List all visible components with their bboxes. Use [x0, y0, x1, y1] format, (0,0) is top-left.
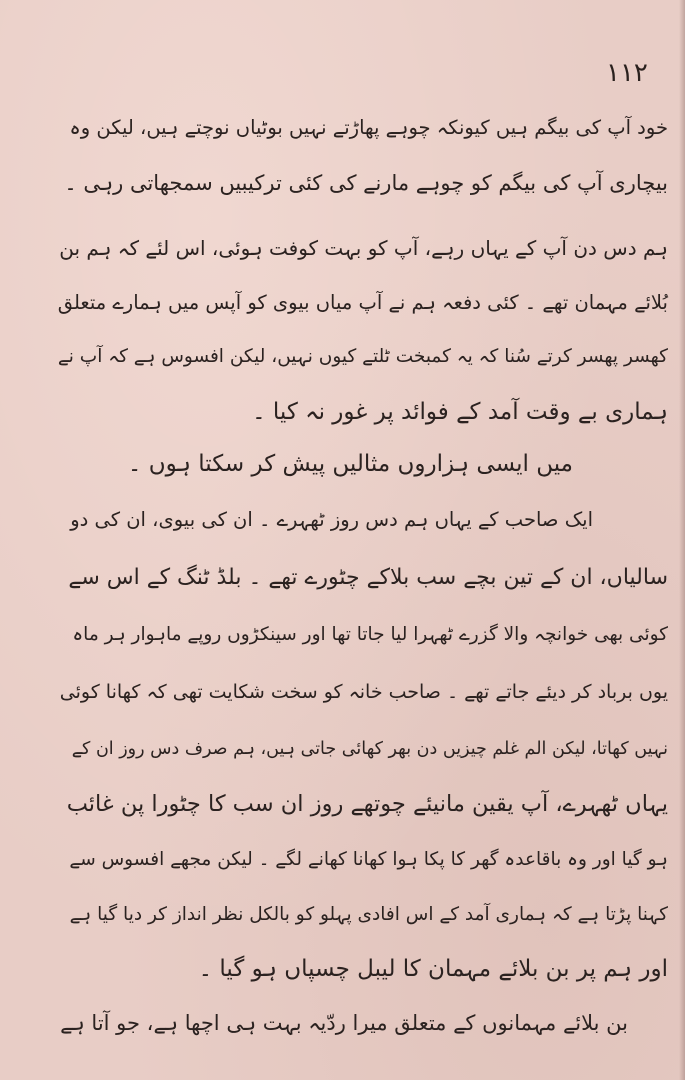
text-line: یہاں ٹھہرے، آپ یقین مانیئے چوتھے روز ان سب کا چٹورا پن غائب: [66, 791, 668, 817]
text-line: ایک صاحب کے یہاں ہم دس روز ٹھہرے ۔ ان کی بیوی، ان کی دو: [70, 508, 593, 531]
text-line: ہم دس دن آپ کے یہاں رہے، آپ کو بہت کوفت ہوئی، اس لئے کہ ہم بن: [59, 236, 668, 260]
text-line: اور ہم پر بن بلائے مہمان کا لیبل چسپاں ہو گیا ۔: [198, 956, 668, 982]
page-number: ۱۱۲: [606, 58, 648, 88]
text-line: بن بلائے مہمانوں کے متعلق میرا ردّیہ بہت ہی اچھا ہے، جو آتا ہے: [60, 1011, 628, 1035]
text-line: بُلائے مہمان تھے ۔ کئی دفعہ ہم نے آپ میاں بیوی کو آپس میں ہمارے متعلق: [57, 291, 668, 314]
text-line: سالیاں، ان کے تین بچے سب بلاکے چٹورے تھے ۔ بلڈ ٹنگ کے اس سے: [68, 565, 668, 590]
text-line: ہماری بے وقت آمد کے فوائد پر غور نہ کیا ۔: [252, 399, 668, 425]
text-line: میں ایسی ہزاروں مثالیں پیش کر سکتا ہوں ۔: [127, 451, 573, 477]
text-line: کھسر پھسر کرتے سُنا کہ یہ کمبخت ٹلتے کیوں نہیں، لیکن افسوس ہے کہ آپ نے: [57, 346, 668, 367]
text-line: ہو گیا اور وہ باقاعدہ گھر کا پکا ہوا کھانا کھانے لگے ۔ لیکن مجھے افسوس سے: [69, 849, 668, 870]
text-line: کہنا پڑتا ہے کہ ہماری آمد کے اس افادی پہلو کو بالکل نظر انداز کر دیا گیا ہے: [69, 904, 668, 925]
text-line: بیچاری آپ کی بیگم کو چوہے مارنے کی کئی ترکیبیں سمجھاتی رہی ۔: [64, 171, 668, 195]
page-edge-shadow: [679, 0, 685, 1080]
text-line: نہیں کھاتا، لیکن الم غلم چیزیں دن بھر کھائی جاتی ہیں، ہم صرف دس روز ان کے: [71, 739, 668, 759]
text-line: کوئی بھی خوانچہ والا گزرے ٹھہرا لیا جاتا تھا اور سینکڑوں روپے ماہوار ہر ماہ: [72, 624, 668, 645]
text-line: یوں برباد کر دیئے جاتے تھے ۔ صاحب خانہ کو سخت شکایت تھی کہ کھانا کوئی: [59, 681, 668, 703]
text-line: خود آپ کی بیگم ہیں کیونکہ چوہے پھاڑتے نہیں بوٹیاں نوچتے ہیں، لیکن وہ: [69, 116, 668, 139]
